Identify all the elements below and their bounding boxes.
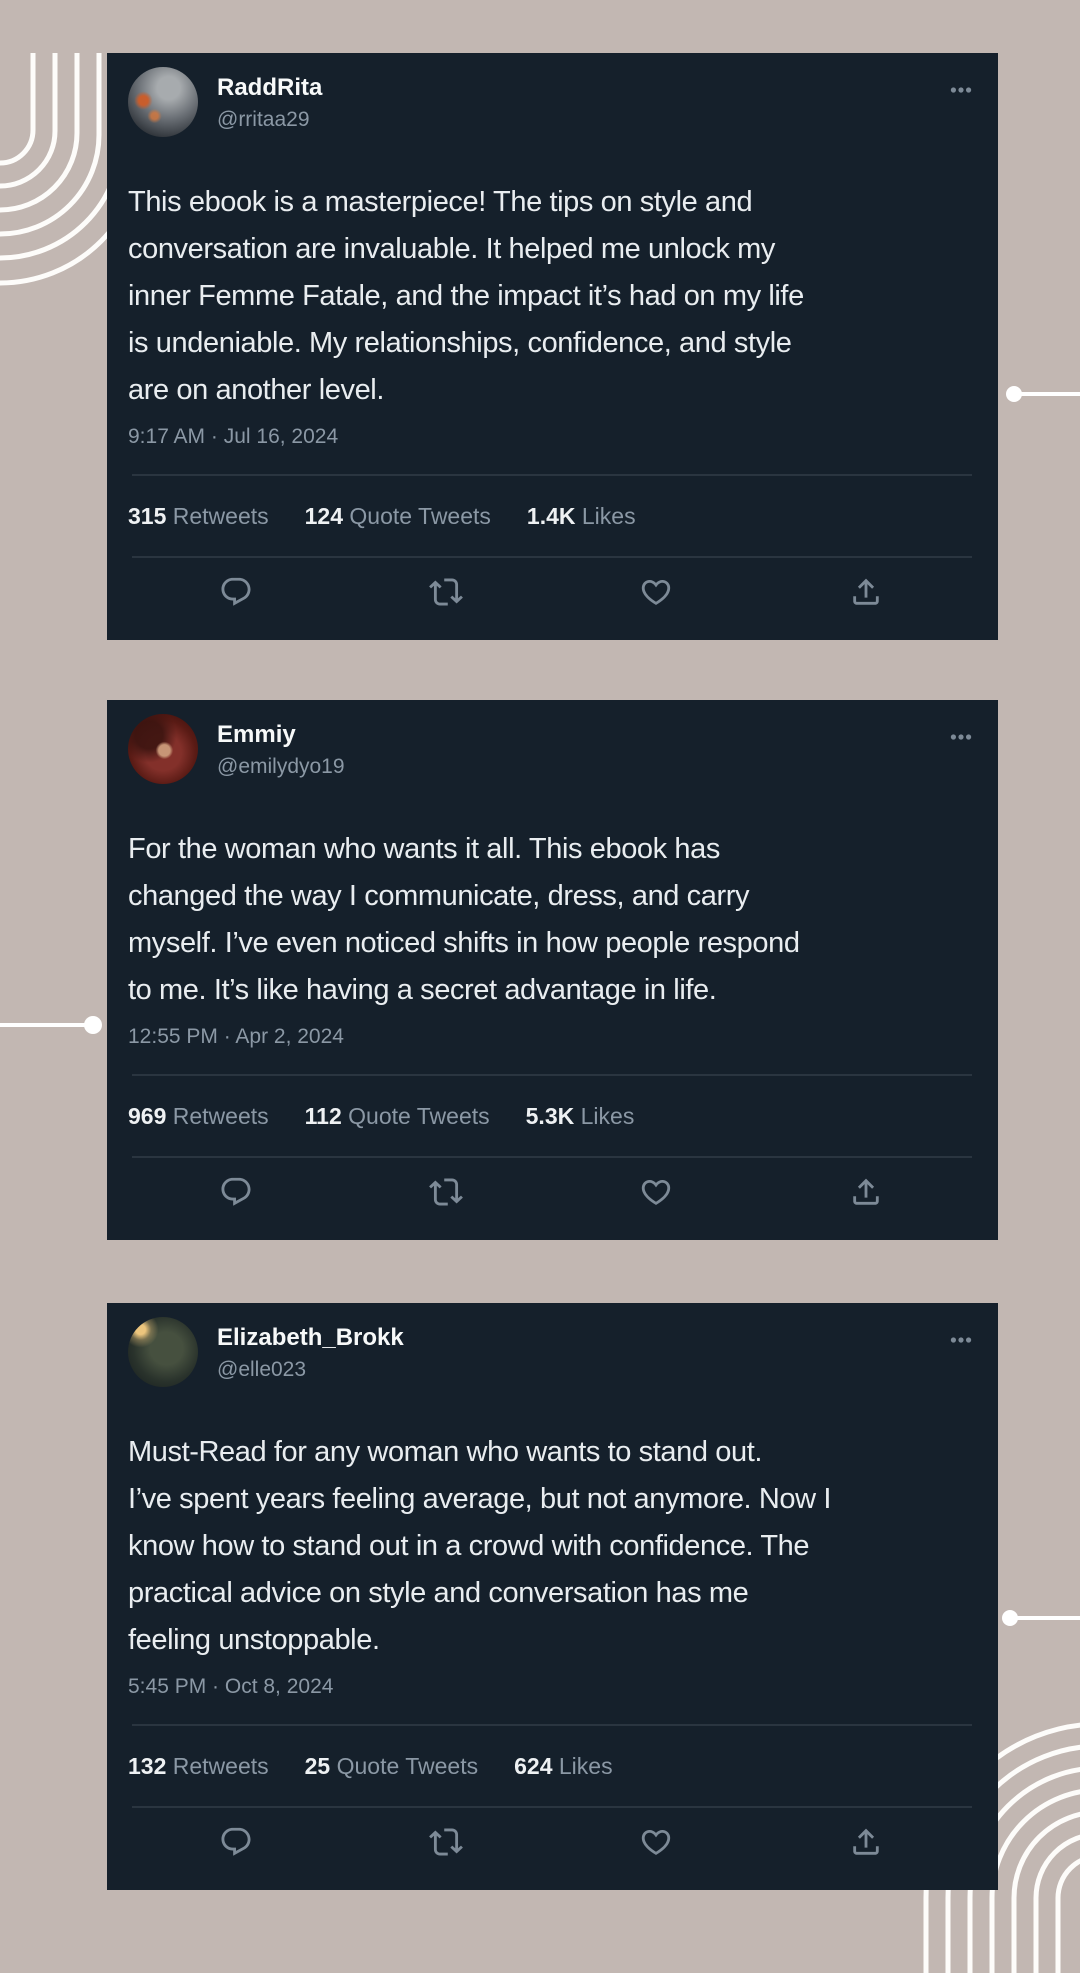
avatar[interactable]: [128, 1317, 198, 1387]
tweet-text: [128, 1429, 974, 1664]
more-icon: [948, 724, 974, 750]
timestamp: 12:55 PM · Apr 2, 2024: [128, 1025, 344, 1048]
timestamp: 5:45 PM · Oct 8, 2024: [128, 1675, 334, 1698]
share-icon: [849, 1825, 883, 1859]
stats-row: [128, 502, 974, 530]
reply-icon: [219, 575, 253, 609]
stats-row: [128, 1752, 974, 1780]
like-button[interactable]: [634, 1822, 678, 1862]
tweet-text: [128, 179, 974, 414]
retweets-stat[interactable]: [128, 1102, 269, 1130]
quote-tweets-count: 112: [304, 1103, 342, 1129]
quote-tweets-label: Quote Tweets: [348, 1103, 490, 1129]
tweet-text-line: know how to stand out in a crowd with confidence. The: [128, 1530, 810, 1562]
more-icon: [948, 1327, 974, 1353]
tweet-text-line: This ebook is a masterpiece! The tips on style and: [128, 186, 753, 218]
tweet-text-line: practical advice on style and conversation has me: [128, 1577, 749, 1609]
tweet-card: [107, 1303, 998, 1890]
retweets-label: Retweets: [172, 1103, 269, 1129]
likes-stat[interactable]: [526, 1102, 635, 1130]
timestamp: 9:17 AM · Jul 16, 2024: [128, 425, 339, 448]
divider: [132, 1724, 972, 1726]
divider: [132, 1156, 972, 1158]
divider: [132, 1806, 972, 1808]
actions-row: [128, 572, 974, 612]
tweet-text-line: inner Femme Fatale, and the impact it’s had on my life: [128, 280, 804, 312]
quote-tweets-stat[interactable]: [305, 502, 491, 530]
retweets-label: Retweets: [172, 503, 269, 529]
retweet-icon: [429, 575, 463, 609]
likes-count: 1.4K: [526, 503, 576, 529]
user-handle[interactable]: @elle023: [217, 1358, 307, 1381]
more-options-button[interactable]: [948, 724, 974, 755]
likes-label: Likes: [580, 1103, 635, 1129]
reply-icon: [219, 1175, 253, 1209]
user-handle[interactable]: @emilydyo19: [217, 755, 345, 778]
retweets-stat[interactable]: [128, 502, 269, 530]
user-identity: [217, 1323, 404, 1383]
display-name[interactable]: RaddRita: [217, 74, 323, 101]
tweet-text: [128, 826, 974, 1014]
more-options-button[interactable]: [948, 77, 974, 108]
like-button[interactable]: [634, 1172, 678, 1212]
avatar[interactable]: [128, 67, 198, 137]
tweet-header: [128, 714, 974, 784]
retweets-count: 969: [128, 1103, 167, 1129]
tweet-text-line: to me. It’s like having a secret advantage in life.: [128, 974, 717, 1006]
tweet-card-list: [107, 53, 998, 1890]
retweets-label: Retweets: [172, 1753, 269, 1779]
share-button[interactable]: [844, 1172, 888, 1212]
user-identity: [217, 73, 322, 133]
tweet-text-line: Must-Read for any woman who wants to stand out.: [128, 1436, 763, 1468]
like-icon: [639, 1825, 673, 1859]
more-options-button[interactable]: [948, 1327, 974, 1358]
tweet-text-line: are on another level.: [128, 374, 384, 406]
display-name[interactable]: Elizabeth_Brokk: [217, 1324, 404, 1351]
stats-row: [128, 1102, 974, 1130]
more-icon: [948, 77, 974, 103]
tweet-header: [128, 67, 974, 137]
quote-tweets-stat[interactable]: [305, 1102, 490, 1130]
tweet-text-line: myself. I’ve even noticed shifts in how people respond: [128, 927, 800, 959]
reply-icon: [219, 1825, 253, 1859]
reply-button[interactable]: [214, 572, 258, 612]
user-identity: [217, 720, 345, 780]
reply-button[interactable]: [214, 1172, 258, 1212]
tweet-text-line: conversation are invaluable. It helped me unlock my: [128, 233, 775, 265]
quote-tweets-count: 25: [304, 1753, 331, 1779]
likes-label: Likes: [581, 503, 636, 529]
reply-button[interactable]: [214, 1822, 258, 1862]
likes-label: Likes: [558, 1753, 613, 1779]
divider: [132, 556, 972, 558]
like-icon: [639, 1175, 673, 1209]
share-icon: [849, 1175, 883, 1209]
tweet-card: [107, 53, 998, 640]
quote-tweets-label: Quote Tweets: [349, 503, 491, 529]
user-handle[interactable]: @rritaa29: [217, 108, 310, 131]
tweet-header: [128, 1317, 974, 1387]
tweet-text-line: For the woman who wants it all. This ebook has: [128, 833, 720, 865]
like-button[interactable]: [634, 572, 678, 612]
likes-stat[interactable]: [527, 502, 636, 530]
likes-count: 5.3K: [525, 1103, 575, 1129]
share-button[interactable]: [844, 1822, 888, 1862]
quote-tweets-stat[interactable]: [305, 1752, 478, 1780]
retweets-stat[interactable]: [128, 1752, 269, 1780]
retweets-count: 132: [128, 1753, 167, 1779]
avatar[interactable]: [128, 714, 198, 784]
like-icon: [639, 575, 673, 609]
tweet-text-line: feeling unstoppable.: [128, 1624, 380, 1656]
retweet-button[interactable]: [424, 572, 468, 612]
tweet-text-line: is undeniable. My relationships, confidence, and style: [128, 327, 792, 359]
quote-tweets-count: 124: [304, 503, 344, 529]
retweet-icon: [429, 1175, 463, 1209]
display-name[interactable]: Emmiy: [217, 721, 296, 748]
tweet-text-line: I’ve spent years feeling average, but not anymore. Now I: [128, 1483, 831, 1515]
share-icon: [849, 575, 883, 609]
retweet-button[interactable]: [424, 1822, 468, 1862]
divider: [132, 1074, 972, 1076]
retweets-count: 315: [128, 503, 167, 529]
likes-count: 624: [514, 1753, 553, 1779]
likes-stat[interactable]: [514, 1752, 612, 1780]
tweet-card: [107, 700, 998, 1240]
actions-row: [128, 1822, 974, 1862]
retweet-icon: [429, 1825, 463, 1859]
tweet-text-line: changed the way I communicate, dress, and carry: [128, 880, 750, 912]
actions-row: [128, 1172, 974, 1212]
divider: [132, 474, 972, 476]
quote-tweets-label: Quote Tweets: [336, 1753, 479, 1779]
retweet-button[interactable]: [424, 1172, 468, 1212]
share-button[interactable]: [844, 572, 888, 612]
